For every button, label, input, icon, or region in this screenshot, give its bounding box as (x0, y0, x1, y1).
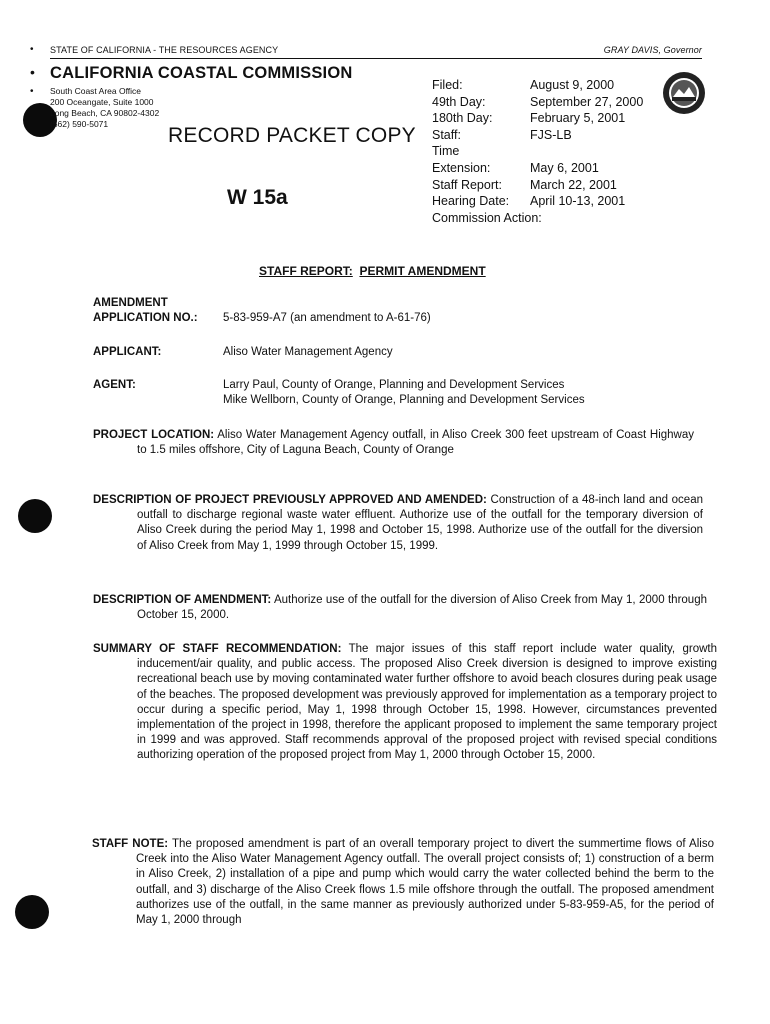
amendment-label: AMENDMENT APPLICATION NO.: (93, 297, 198, 324)
header-rule (50, 58, 702, 59)
agency-line: STATE OF CALIFORNIA - THE RESOURCES AGENCY (50, 45, 279, 55)
filing-dates (432, 77, 664, 226)
date-row: 180th Day: February 5, 2001 (432, 111, 626, 126)
record-packet-stamp: RECORD PACKET COPY (168, 124, 416, 147)
date-row: Staff: FJS-LB (432, 127, 572, 142)
agent-label: AGENT: (93, 379, 136, 391)
date-row: Commission Action: (432, 210, 542, 225)
punch-hole-middle (18, 499, 52, 533)
agenda-item-number: W 15a (227, 186, 288, 209)
date-row: Staff Report: March 22, 2001 (432, 177, 617, 192)
governor-name: GRAY DAVIS, Governor (603, 45, 702, 55)
applicant-label: APPLICANT: (93, 346, 162, 358)
commission-name: CALIFORNIA COASTAL COMMISSION (50, 64, 353, 82)
date-row: Extension: May 6, 2001 (432, 160, 599, 175)
margin-mark: • (30, 64, 35, 80)
date-row: Hearing Date: April 10-13, 2001 (432, 194, 626, 209)
date-row: 49th Day: September 27, 2000 (432, 94, 644, 109)
amendment-description: DESCRIPTION OF AMENDMENT: Authorize use of the outfall for the diversion of Aliso Creek from May 1, 2000 through October 15, 2000. (93, 594, 707, 622)
margin-mark: • (30, 44, 34, 55)
previous-project-description: DESCRIPTION OF PROJECT PREVIOUSLY APPROVED AND AMENDED: Construction of a 48-inch land and ocean outfall to discharge regional waste water effluent. Authorize use of the outfall for the temporary diversion of Aliso Creek during the period May 1, 1998 and October 15, 1998. Authorize use of the outfall for the diversion of Aliso Creek from May 1, 1999 through October 15, 1999. (93, 494, 703, 552)
date-row: Filed: August 9, 2000 (432, 78, 615, 92)
staff-recommendation-summary: SUMMARY OF STAFF RECOMMENDATION: The major issues of this staff report include water quality, growth inducement/air quality, and public access. The proposed Aliso Creek diversion is designed to improve existing recreational beach use by moving contaminated water further offshore to avoid beach closures during peak usage of the beaches. The proposed development was previously approved for implementation as a temporary project to occur during a specific period, May 1, 1998 through October 15, 1998. However, circumstances prevented implementation of the project in 1998, therefore the applicant proposed to implement the same temporary project in 1999 and was approved. Staff recommends approval of the proposed project with revised special conditions authorizing operation of the proposed project from May 1, 2000 through October 15, 2000. (93, 643, 717, 762)
state-seal-icon (661, 70, 707, 116)
date-row: Time (432, 144, 460, 159)
office-address: South Coast Area Office 200 Oceangate, Suite 1000 Long Beach, CA 90802-4302 (562) 590-5071 (50, 86, 160, 129)
project-location: PROJECT LOCATION: Aliso Water Management Agency outfall, in Aliso Creek 300 feet upstream of Coast Highway to 1.5 miles offshore, City of Laguna Beach, County of Orange (93, 429, 694, 457)
staff-note: STAFF NOTE: The proposed amendment is part of an overall temporary project to divert the summertime flows of Aliso Creek into the Aliso Water Management Agency outfall. The overall project consists of; 1) construction of a berm in Aliso Creek, 2) installation of a pipe and pump which would carry the water collected behind the berm to the outfall, and 3) discharge of the Aliso Creek flows 1.5 mile offshore through the outfall. The proposed amendment authorizes use of the outfall, in the same manner as previously authorized under 5-83-959-A5, for the period of May 1, 2000 through (92, 838, 714, 927)
applicant-name: Aliso Water Management Agency (223, 346, 393, 358)
report-title: STAFF REPORT: PERMIT AMENDMENT (259, 264, 486, 278)
amendment-number: 5-83-959-A7 (an amendment to A-61-76) (223, 312, 431, 324)
agent-names: Larry Paul, County of Orange, Planning and Development Services Mike Wellborn, County of Orange, Planning and Development Services (223, 379, 585, 406)
margin-mark: • (30, 86, 34, 97)
punch-hole-bottom (15, 895, 49, 929)
